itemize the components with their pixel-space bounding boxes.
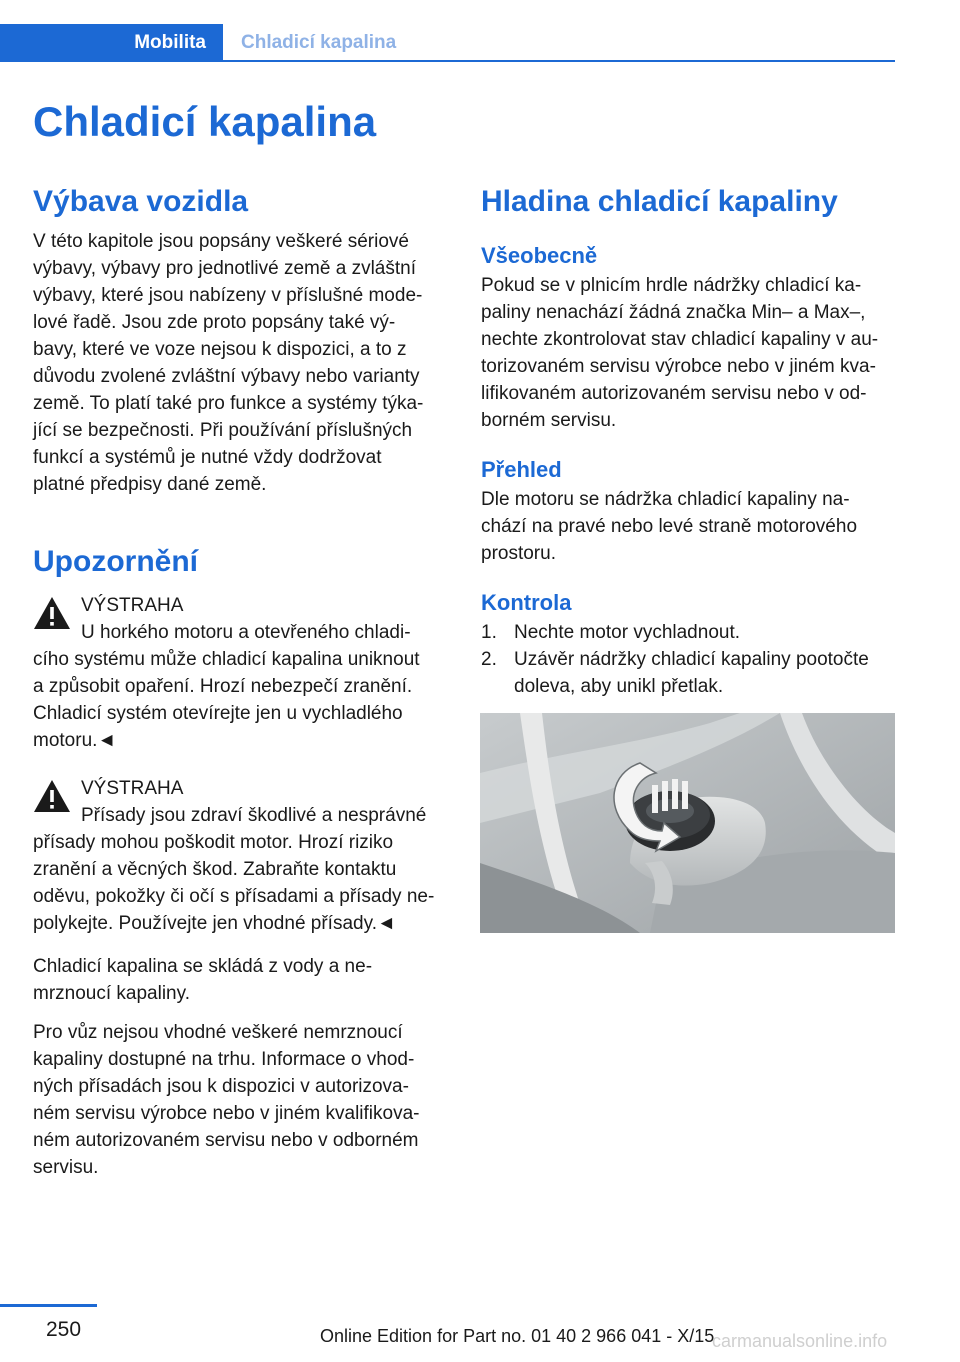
- text-line: lifikovaném autorizovaném servisu nebo v od-: [481, 383, 867, 404]
- page-number: 250: [46, 1318, 82, 1341]
- right-column: [481, 182, 895, 700]
- chapter-tab: Chladicí kapalina: [241, 32, 397, 53]
- equipment-heading: Výbava vozidla: [33, 185, 249, 218]
- text-line: a způsobit opaření. Hrozí nebezpečí zranění.: [33, 676, 413, 697]
- text-line: mrznoucí kapaliny.: [33, 983, 190, 1004]
- text-line: cího systému může chladicí kapalina uniknout: [33, 649, 420, 670]
- text-line: oděvu, pokožky či očí s přísadami a přísady ne-: [33, 886, 435, 907]
- step-number: 2.: [481, 649, 497, 670]
- warning-label: VÝSTRAHA: [81, 595, 184, 616]
- warning-block: [33, 775, 443, 937]
- equipment-paragraph: [33, 228, 443, 498]
- step-number: 1.: [481, 622, 497, 643]
- text-line: Pro vůz nejsou vhodné veškeré nemrznoucí: [33, 1022, 403, 1043]
- text-line: kapaliny dostupné na trhu. Informace o vhod-: [33, 1049, 415, 1070]
- text-line: platné předpisy dané země.: [33, 474, 267, 495]
- text-line: paliny nenachází žádná značka Min– a Max–,: [481, 302, 866, 323]
- page-header: [0, 24, 895, 62]
- text-line: výbavy, výbavy pro jednotlivé země a zvláštní: [33, 258, 416, 279]
- overview-heading: Přehled: [481, 457, 562, 482]
- text-line: jící se bezpečnosti. Při používání příslušných: [33, 420, 413, 441]
- general-paragraph: [481, 272, 895, 434]
- antifreeze-paragraph: [33, 1019, 443, 1181]
- text-line: polykejte. Používejte jen vhodné přísady.◄: [33, 913, 396, 934]
- steps-list: [481, 619, 895, 700]
- text-line: bavy, které ve voze nejsou k dispozici, a to z: [33, 339, 407, 360]
- footer-rule: [0, 1304, 97, 1307]
- warning-label: VÝSTRAHA: [81, 778, 184, 799]
- text-line: Uzávěr nádržky chladicí kapaliny pootočte: [514, 649, 869, 670]
- check-heading: Kontrola: [481, 590, 572, 615]
- text-line: přísady mohou poškodit motor. Hrozí riziko: [33, 832, 394, 853]
- warning-triangle-icon: [33, 596, 71, 630]
- text-line: Nechte motor vychladnout.: [514, 622, 741, 643]
- text-line: ných přísadách jsou k dispozici v autorizova-: [33, 1076, 409, 1097]
- text-line: chází na pravé nebo levé straně motorového: [481, 516, 858, 537]
- text-line: důvodu zvolené zvláštní výbavy nebo varianty: [33, 366, 420, 387]
- composition-paragraph: [33, 953, 443, 1007]
- notice-heading: Upozornění: [33, 545, 198, 578]
- left-column: [33, 182, 443, 1181]
- text-line: V této kapitole jsou popsány veškeré sériové: [33, 231, 409, 252]
- text-line: funkcí a systémů je nutné vždy dodržovat: [33, 447, 382, 468]
- text-line: servisu.: [33, 1157, 99, 1178]
- warning-block: [33, 592, 443, 754]
- text-line: U horkého motoru a otevřeného chladi-: [81, 622, 411, 643]
- page-title: Chladicí kapalina: [33, 98, 377, 145]
- text-line: prostoru.: [481, 543, 556, 564]
- text-line: Přísady jsou zdraví škodlivé a nesprávné: [81, 805, 427, 826]
- text-line: motoru.◄: [33, 730, 117, 751]
- overview-paragraph: [481, 486, 895, 567]
- text-line: zranění a věcných škod. Zabraňte kontaktu: [33, 859, 397, 880]
- coolant-level-heading: Hladina chladicí kapaliny: [481, 185, 838, 218]
- coolant-reservoir-illustration: [480, 713, 895, 933]
- text-line: Chladicí kapalina se skládá z vody a ne-: [33, 956, 373, 977]
- list-item: [481, 646, 895, 700]
- edition-note: Online Edition for Part no. 01 40 2 966 041 - X/15: [320, 1326, 715, 1346]
- warning-triangle-icon: [33, 779, 71, 813]
- text-line: ném servisu výrobce nebo v jiném kvalifikova-: [33, 1103, 420, 1124]
- general-heading: Všeobecně: [481, 243, 598, 268]
- text-line: Chladicí systém otevírejte jen u vychladlého: [33, 703, 403, 724]
- text-line: borném servisu.: [481, 410, 617, 431]
- watermark: carmanualsonline.info: [712, 1331, 888, 1351]
- text-line: doleva, aby unikl přetlak.: [514, 676, 724, 697]
- text-line: nechte zkontrolovat stav chladicí kapaliny v au-: [481, 329, 879, 350]
- section-tab: Mobilita: [0, 24, 223, 62]
- text-line: ném autorizovaném servisu nebo v odborném: [33, 1130, 419, 1151]
- text-line: země. To platí také pro funkce a systémy týka-: [33, 393, 424, 414]
- text-line: lové řadě. Jsou zde proto popsány také vý-: [33, 312, 396, 333]
- list-item: [481, 619, 895, 646]
- text-line: Dle motoru se nádržka chladicí kapaliny na-: [481, 489, 850, 510]
- text-line: výbavy, které jsou nabízeny v příslušné mode-: [33, 285, 423, 306]
- text-line: Pokud se v plnicím hrdle nádržky chladicí ka-: [481, 275, 862, 296]
- reservoir-cap-image: [480, 713, 895, 933]
- text-line: torizovaném servisu výrobce nebo v jiném kva-: [481, 356, 876, 377]
